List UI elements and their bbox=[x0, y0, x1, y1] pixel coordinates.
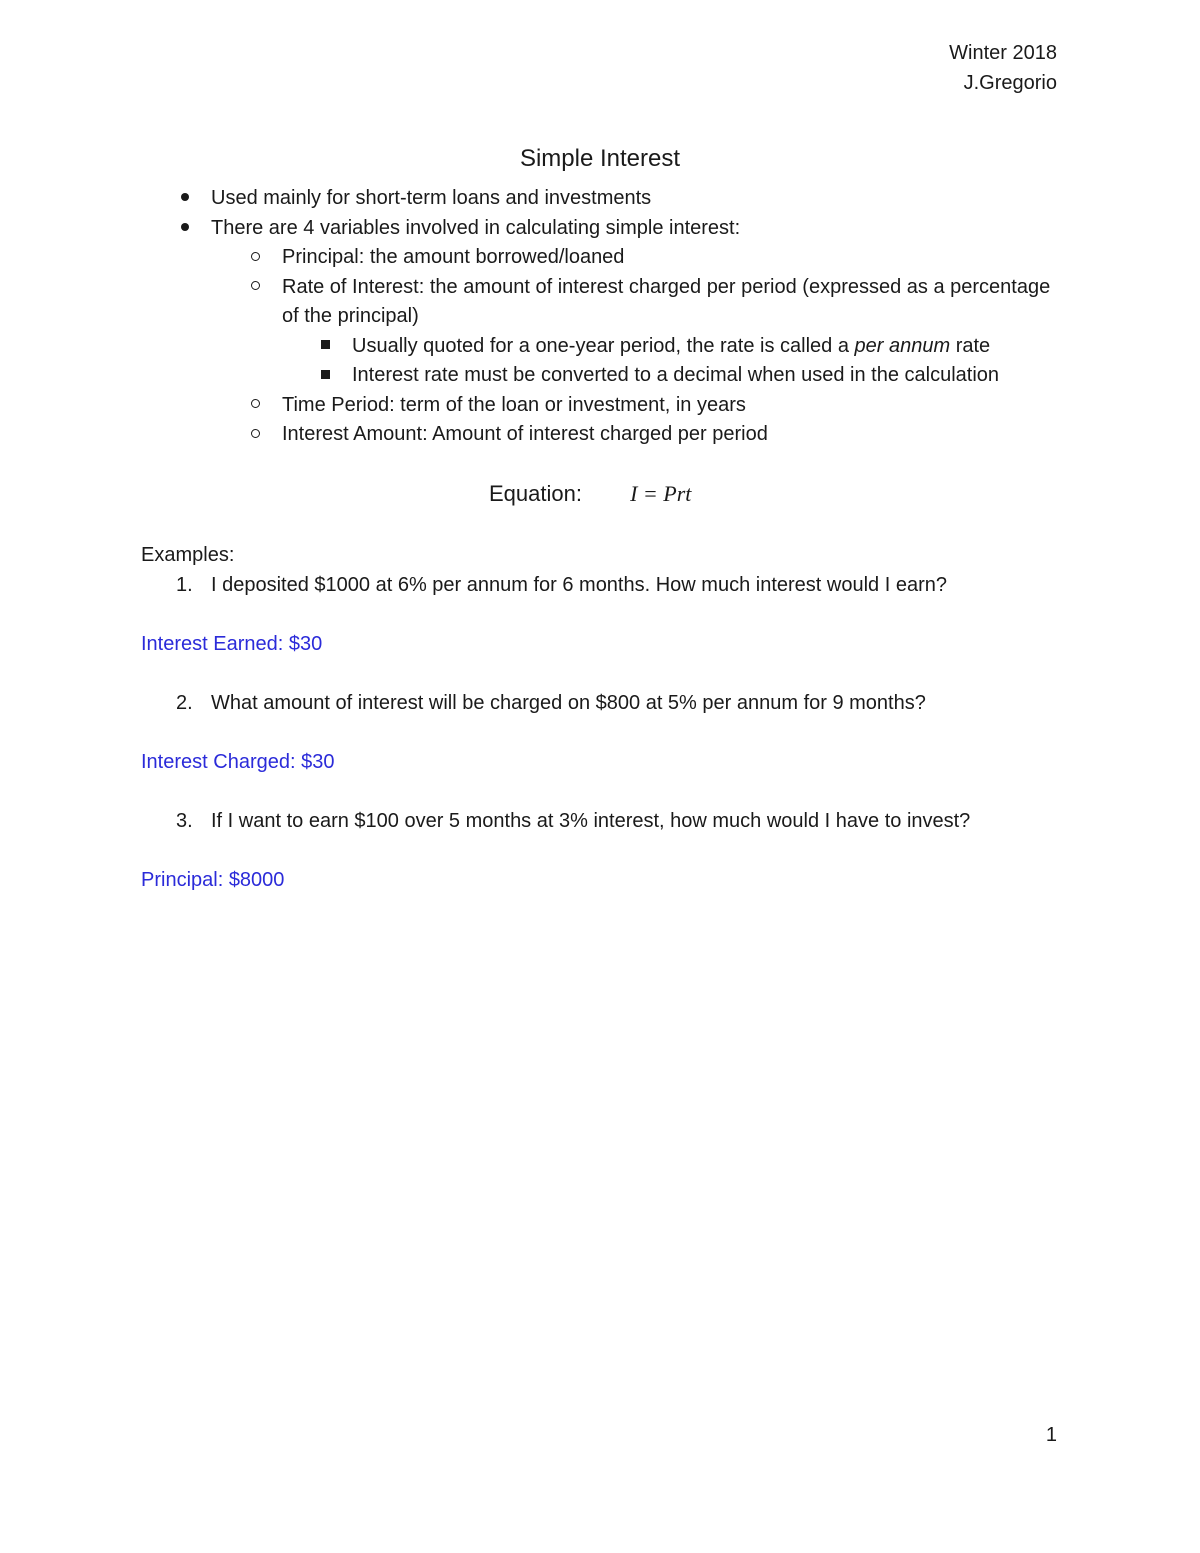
bullet-dot-icon bbox=[175, 184, 195, 214]
example-number: 1. bbox=[176, 573, 193, 596]
bullet-text: Principal: the amount borrowed/loaned bbox=[282, 246, 625, 268]
examples-section bbox=[141, 541, 1081, 895]
bullet-circle-icon bbox=[245, 391, 265, 421]
equation-label: Equation: bbox=[489, 481, 582, 506]
equation bbox=[489, 478, 691, 510]
bullet-circle-icon bbox=[245, 273, 265, 303]
example-number: 3. bbox=[176, 809, 193, 832]
bullet-text: Interest rate must be converted to a decimal when used in the calculation bbox=[352, 364, 1000, 386]
example-question bbox=[141, 807, 1081, 837]
bullet-text: Used mainly for short-term loans and investments bbox=[211, 187, 652, 209]
bullet-circle-icon bbox=[245, 420, 265, 450]
list-item bbox=[141, 273, 1061, 332]
list-item bbox=[141, 332, 1061, 362]
bullet-text: Time Period: term of the loan or investment, in years bbox=[282, 393, 746, 416]
example-question-text: What amount of interest will be charged on $800 at 5% per annum for 9 months? bbox=[211, 691, 926, 714]
example-question-text: I deposited $1000 at 6% per annum for 6 months. How much interest would I earn? bbox=[211, 573, 947, 596]
example-answer: Interest Charged: $30 bbox=[141, 750, 335, 773]
equation-formula: I = Prt bbox=[630, 481, 692, 506]
bullet-circle-icon bbox=[245, 243, 265, 273]
bullet-text: Interest Amount: Amount of interest charged per period bbox=[282, 423, 768, 445]
bullet-text: Rate of Interest: the amount of interest charged per period (expressed as a percentage of the principal) bbox=[282, 275, 1051, 327]
bullet-emphasis: per annum bbox=[854, 334, 951, 357]
list-item bbox=[141, 361, 1061, 391]
header-author: J.Gregorio bbox=[963, 72, 1057, 94]
list-item bbox=[141, 420, 1061, 450]
page-number: 1 bbox=[1045, 1424, 1057, 1446]
bullet-text: rate bbox=[955, 334, 991, 357]
list-item bbox=[141, 391, 1061, 421]
list-item bbox=[141, 184, 1061, 214]
example-question-text: If I want to earn $100 over 5 months at 3% interest, how much would I have to invest? bbox=[211, 809, 971, 832]
bullet-square-icon bbox=[315, 361, 335, 391]
example-question bbox=[141, 689, 1081, 719]
bullet-text: There are 4 variables involved in calculating simple interest: bbox=[211, 216, 741, 239]
bullet-dot-icon bbox=[175, 214, 195, 244]
example-question bbox=[141, 571, 1081, 601]
bullet-square-icon bbox=[315, 332, 335, 362]
header-term: Winter 2018 bbox=[949, 42, 1057, 64]
page-title: Simple Interest bbox=[519, 145, 681, 172]
bullet-list bbox=[141, 184, 1061, 450]
example-answer: Interest Earned: $30 bbox=[141, 632, 323, 655]
page-header bbox=[949, 38, 1057, 98]
example-number: 2. bbox=[176, 691, 193, 714]
examples-heading: Examples: bbox=[141, 544, 235, 566]
example-answer: Principal: $8000 bbox=[141, 868, 285, 891]
bullet-text: Usually quoted for a one-year period, the rate is called a bbox=[352, 334, 849, 357]
list-item bbox=[141, 243, 1061, 273]
list-item bbox=[141, 214, 1061, 244]
